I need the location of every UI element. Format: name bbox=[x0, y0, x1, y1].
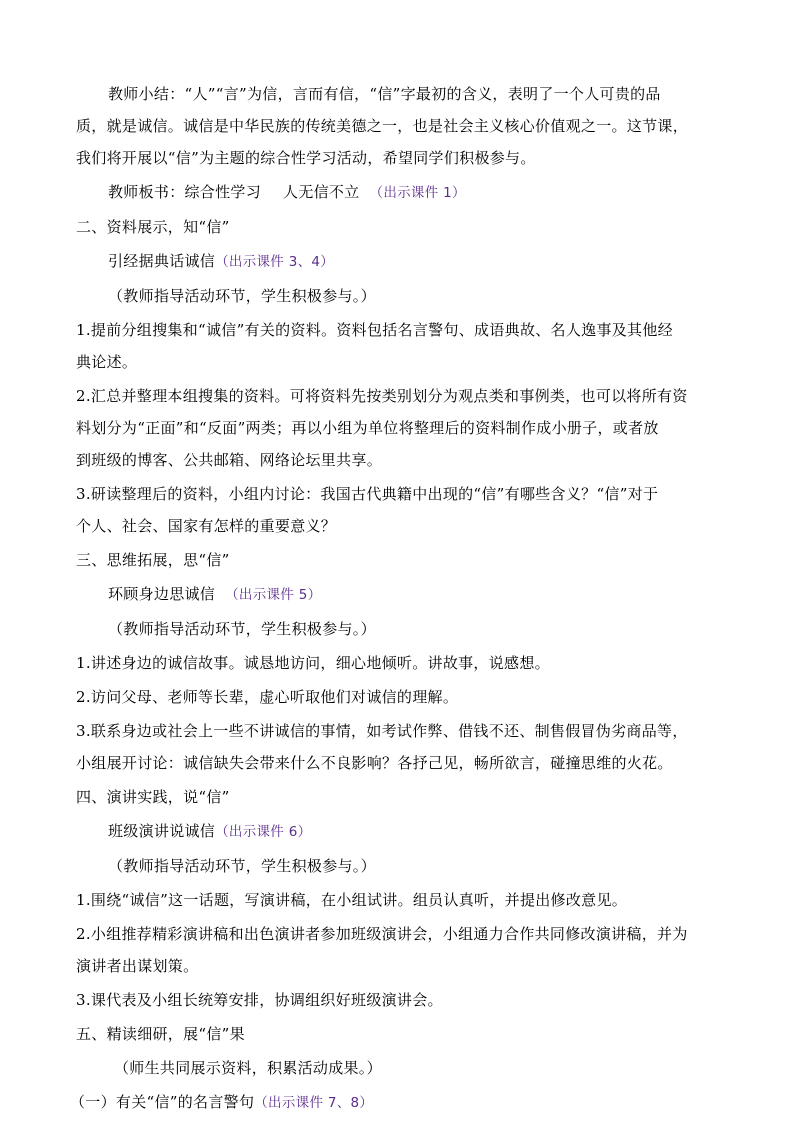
document-body bbox=[70, 78, 724, 1121]
subheading-text: 引经据典话诚信 bbox=[108, 252, 216, 270]
item-line: 个人、社会、国家有怎样的重要意义？ bbox=[76, 517, 337, 535]
list-item bbox=[76, 681, 724, 713]
section-heading: 二、资料展示，知“信” bbox=[76, 218, 230, 236]
section-heading: 四、演讲实践，说“信” bbox=[76, 788, 230, 806]
subsection-heading bbox=[70, 1086, 724, 1119]
section-2 bbox=[76, 211, 724, 542]
item-line: 典论述。 bbox=[76, 353, 138, 371]
subheading-text: 环顾身边思诚信 bbox=[108, 585, 216, 603]
item-line: 1.讲述身边的诚信故事。诚恳地访问，细心地倾听。讲故事，说感想。 bbox=[76, 654, 550, 672]
item-line: 3.研读整理后的资料，小组内讨论：我国古代典籍中出现的“信”有哪些含义？“信”对于 bbox=[76, 485, 659, 503]
section-subheading bbox=[76, 578, 724, 611]
teacher-board-note bbox=[76, 176, 724, 209]
board-topic: 人无信不立 bbox=[283, 183, 360, 201]
item-line: 到班级的博客、公共邮箱、网络论坛里共享。 bbox=[76, 451, 383, 469]
item-line: 2.汇总并整理本组搜集的资料。可将资料先按类别划分为观点类和事例类，也可以将所有资 bbox=[76, 387, 688, 405]
list-item bbox=[76, 884, 724, 916]
activity-guide: （教师指导活动环节，学生积极参与。） bbox=[108, 620, 376, 638]
list-item bbox=[76, 918, 724, 982]
courseware-note: （出示课件 5） bbox=[225, 587, 322, 603]
list-item bbox=[76, 478, 724, 542]
item-line: 3.联系身边或社会上一些不讲诚信的事情，如考试作弊、借钱不还、制售假冒伪劣商品等， bbox=[76, 722, 688, 740]
summary-line-1: 教师小结：“人”“言”为信，言而有信，“信”字最初的含义，表明了一个人可贵的品 bbox=[108, 85, 661, 103]
activity-guide: （教师指导活动环节，学生积极参与。） bbox=[108, 857, 376, 875]
section-heading: 三、思维拓展，思“信” bbox=[76, 551, 230, 569]
section-subheading bbox=[76, 245, 724, 278]
item-line: 演讲者出谋划策。 bbox=[76, 957, 199, 975]
list-item bbox=[76, 715, 724, 779]
list-item bbox=[76, 380, 724, 476]
list-item bbox=[76, 984, 724, 1016]
section-3 bbox=[76, 544, 724, 779]
courseware-note: （出示课件 3、4） bbox=[215, 254, 335, 270]
activity-guide: （师生共同展示资料，积累活动成果。） bbox=[114, 1059, 382, 1077]
courseware-note: （出示课件 6） bbox=[215, 824, 312, 840]
teacher-summary bbox=[76, 78, 724, 174]
list-item bbox=[76, 647, 724, 679]
section-subheading bbox=[76, 815, 724, 848]
item-line: 1.提前分组搜集和“诚信”有关的资料。资料包括名言警句、成语典故、名人逸事及其他经 bbox=[76, 321, 673, 339]
section-heading: 五、精读细研，展“信”果 bbox=[76, 1025, 245, 1043]
summary-line-2: 质，就是诚信。诚信是中华民族的传统美德之一，也是社会主义核心价值观之一。这节课， bbox=[76, 117, 689, 135]
item-line: 2.小组推荐精彩演讲稿和出色演讲者参加班级演讲会，小组通力合作共同修改演讲稿，并为 bbox=[76, 925, 688, 943]
section-5 bbox=[70, 1018, 724, 1119]
courseware-note: （出示课件 1） bbox=[369, 185, 466, 201]
list-item bbox=[76, 314, 724, 378]
item-line: 3.课代表及小组长统筹安排，协调组织好班级演讲会。 bbox=[76, 991, 443, 1009]
item-line: 小组展开讨论：诚信缺失会带来什么不良影响？各抒己见，畅所欲言，碰撞思维的火花。 bbox=[76, 754, 673, 772]
item-line: 1.围绕“诚信”这一话题，写演讲稿，在小组试讲。组员认真听，并提出修改意见。 bbox=[76, 891, 628, 909]
summary-line-3: 我们将开展以“信”为主题的综合性学习活动，希望同学们积极参与。 bbox=[76, 149, 536, 167]
board-label: 教师板书：综合性学习 bbox=[108, 183, 262, 201]
item-line: 2.访问父母、老师等长辈，虚心听取他们对诚信的理解。 bbox=[76, 688, 459, 706]
subsection-text: （一）有关“信”的名言警句 bbox=[70, 1093, 255, 1111]
courseware-note: （出示课件 7、8） bbox=[254, 1095, 374, 1111]
item-line: 料划分为“正面”和“反面”两类；再以小组为单位将整理后的资料制作成小册子，或者放 bbox=[76, 419, 659, 437]
activity-guide: （教师指导活动环节，学生积极参与。） bbox=[108, 287, 376, 305]
subheading-text: 班级演讲说诚信 bbox=[108, 822, 216, 840]
section-4 bbox=[76, 781, 724, 1016]
